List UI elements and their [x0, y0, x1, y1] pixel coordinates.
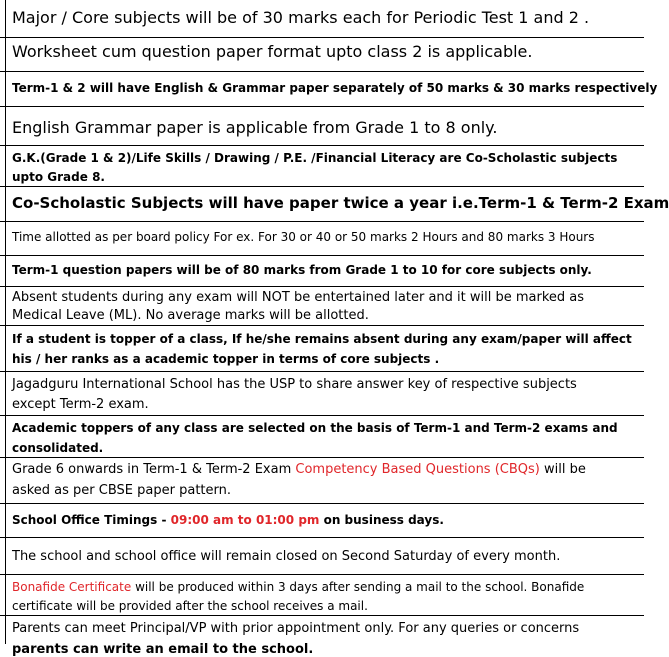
row-text: certificate will be provided after the school receives a mail. [12, 599, 368, 613]
row-text: upto Grade 8. [12, 170, 105, 184]
row-text: Major / Core subjects will be of 30 marks each for Periodic Test 1 and 2 . [12, 8, 590, 27]
row-text [12, 580, 584, 594]
row-answer-key [0, 371, 644, 416]
row-text: Academic toppers of any class are selected on the basis of Term-1 and Term-2 exams and [12, 421, 618, 435]
row-periodic-test [0, 0, 644, 38]
row-academic-toppers [0, 415, 644, 458]
row-text: Worksheet cum question paper format upto class 2 is applicable. [12, 42, 533, 61]
row-text-part: School Office Timings - [12, 513, 171, 527]
row-parents-meet [0, 615, 644, 657]
row-text: Term-1 question papers will be of 80 marks from Grade 1 to 10 for core subjects only. [12, 263, 592, 277]
row-text: The school and school office will remain closed on Second Saturday of every month. [12, 549, 561, 564]
row-office-timings [0, 503, 644, 538]
row-text-part: Grade 6 onwards in Term-1 & Term-2 Exam [12, 462, 296, 477]
row-text: Jagadguru International School has the USP to share answer key of respective subjects [12, 377, 577, 392]
row-text [12, 462, 586, 477]
row-text-part: will be [539, 462, 586, 477]
table-left-border [5, 0, 6, 644]
row-school-closed [0, 537, 644, 575]
row-cbq [0, 457, 644, 504]
cbq-highlight: Competency Based Questions (CBQs) [295, 462, 540, 477]
row-text: G.K.(Grade 1 & 2)/Life Skills / Drawing / P.E. /Financial Literacy are Co-Scholastic subjects [12, 151, 618, 165]
row-text: asked as per CBSE paper pattern. [12, 483, 231, 498]
row-text: except Term-2 exam. [12, 397, 149, 412]
row-text-part: on business days. [319, 513, 444, 527]
row-topper-absent [0, 325, 644, 372]
row-text: Parents can meet Principal/VP with prior appointment only. For any queries or concerns [12, 621, 580, 636]
row-english-grammar-papers [0, 71, 658, 107]
row-text: Term-1 & 2 will have English & Grammar paper separately of 50 marks & 30 marks respectively [12, 81, 658, 95]
row-time-allotted [0, 221, 644, 256]
row-co-scholastic-papers [0, 186, 669, 222]
row-text: Absent students during any exam will NOT be entertained later and it will be marked as [12, 290, 585, 305]
row-text: parents can write an email to the school. [12, 642, 314, 657]
row-text-part: will be produced within 3 days after sending a mail to the school. Bonafide [131, 580, 585, 594]
row-term1-marks [0, 255, 644, 287]
row-grammar-applicable [0, 106, 644, 146]
row-text: his / her ranks as a academic topper in terms of core subjects . [12, 352, 440, 366]
row-text: Co-Scholastic Subjects will have paper twice a year i.e.Term-1 & Term-2 Exam [12, 194, 669, 212]
row-text: Medical Leave (ML). No average marks will be allotted. [12, 308, 369, 323]
row-absent-students [0, 286, 644, 326]
row-text: English Grammar paper is applicable from Grade 1 to 8 only. [12, 118, 498, 137]
row-text: consolidated. [12, 441, 104, 455]
row-text: Time allotted as per board policy For ex. For 30 or 40 or 50 marks 2 Hours and 80 marks 3 Hours [12, 230, 595, 244]
bonafide-highlight: Bonafide Certificate [12, 580, 132, 594]
row-text [12, 513, 444, 527]
office-hours-highlight: 09:00 am to 01:00 pm [170, 513, 320, 527]
row-text: If a student is topper of a class, If he/she remains absent during any exam/paper will affect [12, 332, 632, 346]
row-worksheet-format [0, 37, 644, 72]
row-bonafide [0, 574, 644, 616]
row-co-scholastic-subjects [0, 145, 644, 187]
